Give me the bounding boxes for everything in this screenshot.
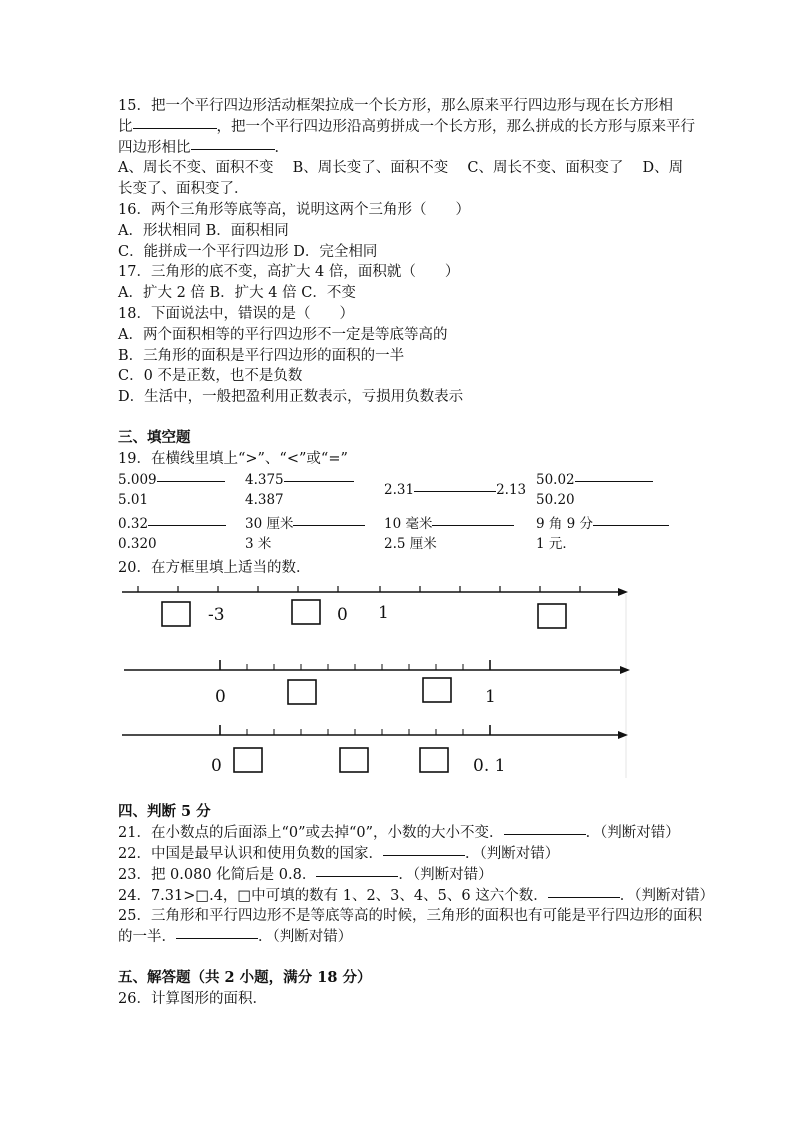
q21-blank[interactable] xyxy=(504,833,586,835)
q25-text: 的一半． xyxy=(118,929,176,946)
q17-stem: 17．三角形的底不变，高扩大 4 倍，面积就（ ） xyxy=(118,264,460,281)
q18-option-d: D．生活中，一般把盈利用正数表示，亏损用负数表示 xyxy=(118,389,464,406)
q19-item xyxy=(384,480,526,500)
q15-line-1: 15．把一个平行四边形活动框架拉成一个长方形，那么原来平行四边形与现在长方形相 xyxy=(118,98,673,114)
q22 xyxy=(118,844,678,865)
tick-label: 0 xyxy=(337,605,348,626)
q19-item xyxy=(118,514,226,534)
answer-box[interactable] xyxy=(162,602,190,626)
section-3-heading: 三、填空题 xyxy=(118,428,191,446)
tick-label: 0. 1 xyxy=(473,756,506,777)
q19-blank[interactable] xyxy=(148,524,226,526)
q25-blank[interactable] xyxy=(176,937,258,939)
q19-item xyxy=(384,514,514,534)
q19-item xyxy=(245,514,365,534)
answer-box[interactable] xyxy=(234,748,262,772)
q19-item xyxy=(536,470,653,490)
q19-value: 5.01 xyxy=(118,491,149,508)
q15-text: ． xyxy=(274,139,289,156)
q19-value: 2.13 xyxy=(496,481,527,498)
q19-value: 2.31 xyxy=(384,481,415,498)
q23-blank[interactable] xyxy=(316,875,398,877)
q21-text: 21．在小数点的后面添上“0”或去掉“0”，小数的大小不变． xyxy=(118,825,504,842)
q19-blank[interactable] xyxy=(575,480,653,482)
q23-suffix: ．（判断对错） xyxy=(398,866,493,883)
q19-item xyxy=(245,470,354,490)
q24-suffix: ．（判断对错） xyxy=(619,887,714,904)
q15-text: 四边形相比 xyxy=(118,139,191,156)
tick-label: 1 xyxy=(378,603,389,624)
number-lines-figure xyxy=(118,578,678,788)
q23-text: 23．把 0.080 化简后是 0.8． xyxy=(118,866,317,883)
q24-text: 24．7.31>□.4，□中可填的数有 1、2、3、4、5、6 这六个数． xyxy=(118,887,548,904)
q19-value: 30 厘米 xyxy=(245,515,294,532)
q19-value: 50.20 xyxy=(536,491,575,508)
number-line-2 xyxy=(124,660,630,707)
q22-suffix: ．（判断对错） xyxy=(464,845,560,862)
q19-blank[interactable] xyxy=(293,524,365,526)
tick-label: 0 xyxy=(211,756,222,777)
q22-blank[interactable] xyxy=(383,854,465,856)
q19-value: 50.02 xyxy=(536,471,575,488)
q19-value: 5.009 xyxy=(118,471,157,488)
answer-box[interactable] xyxy=(288,680,316,704)
section-5-heading: 五、解答题（共 2 小题，满分 18 分） xyxy=(118,968,372,986)
tick-label: 1 xyxy=(485,687,496,708)
q23 xyxy=(118,865,678,886)
q15-options-cont: 长变了、面积变了． xyxy=(118,181,249,198)
q18-option-a: A．两个面积相等的平行四边形不一定是等底等高的 xyxy=(118,326,448,343)
q16-stem: 16．两个三角形等底等高，说明这两个三角形（ ） xyxy=(118,201,470,218)
q24 xyxy=(118,886,714,907)
q15-line-3 xyxy=(118,138,678,159)
q16-option-row-2: C．能拼成一个平行四边形 D．完全相同 xyxy=(118,243,378,260)
q19-blank[interactable] xyxy=(432,524,514,526)
q26-stem: 26．计算图形的面积． xyxy=(118,990,267,1007)
q25-line-2 xyxy=(118,927,678,948)
q19-value: 2.5 厘米 xyxy=(384,535,437,552)
q15-line-2 xyxy=(118,117,695,138)
q21 xyxy=(118,823,678,844)
answer-box[interactable] xyxy=(538,604,566,628)
q17-options: A．扩大 2 倍 B．扩大 4 倍 C．不变 xyxy=(118,285,356,302)
q19-value: 9 角 9 分 xyxy=(536,515,594,532)
q19-value: 10 毫米 xyxy=(384,515,433,532)
q18-option-c: C．0 不是正数，也不是负数 xyxy=(118,368,303,385)
section-4-heading: 四、判断 5 分 xyxy=(118,803,211,821)
tick-label: 0 xyxy=(215,687,226,708)
q19-blank[interactable] xyxy=(414,490,496,492)
answer-box[interactable] xyxy=(423,678,451,702)
number-line-3 xyxy=(122,725,628,776)
q19-value: 4.387 xyxy=(245,491,284,508)
q24-blank[interactable] xyxy=(548,896,620,898)
q19-blank[interactable] xyxy=(284,480,354,482)
q18-stem: 18．下面说法中，错误的是（ ） xyxy=(118,305,354,322)
q19-stem: 19．在横线里填上“>”、“<”或“=” xyxy=(118,450,348,467)
q25-suffix: ．（判断对错） xyxy=(258,929,353,946)
q15-text: ，把一个平行四边形沿高剪拼成一个长方形，那么拼成的长方形与原来平行 xyxy=(216,118,695,135)
q19-item xyxy=(118,470,225,490)
q15-blank-2[interactable] xyxy=(191,148,275,150)
answer-box[interactable] xyxy=(340,748,368,772)
arrow-right-icon xyxy=(620,666,630,674)
q25-line-1: 25．三角形和平行四边形不是等底等高的时候，三角形的面积也有可能是平行四边形的面积 xyxy=(118,908,702,925)
q22-text: 22．中国是最早认识和使用负数的国家． xyxy=(118,845,383,862)
q19-value: 3 米 xyxy=(245,535,272,552)
q18-option-b: B．三角形的面积是平行四边形的面积的一半 xyxy=(118,347,405,364)
q15-text: 比 xyxy=(118,118,133,135)
q19-blank[interactable] xyxy=(157,480,225,482)
q15-blank-1[interactable] xyxy=(133,127,217,129)
answer-box[interactable] xyxy=(292,600,320,624)
tick-label: -3 xyxy=(208,605,225,626)
q20-number-lines xyxy=(118,578,678,788)
q21-suffix: ．（判断对错） xyxy=(585,825,680,842)
q16-option-row-1: A．形状相同 B．面积相同 xyxy=(118,222,289,239)
q15-options: A、周长不变、面积不变 B、周长变了、面积不变 C、周长不变、面积变了 D、周 xyxy=(118,160,684,177)
q19-value: 4.375 xyxy=(245,471,284,488)
worksheet-content xyxy=(118,96,714,1010)
q19-value: 0.32 xyxy=(118,515,149,532)
q19-value: 0.320 xyxy=(118,535,157,552)
q20-stem: 20．在方框里填上适当的数． xyxy=(118,559,311,576)
number-line-1 xyxy=(122,586,628,628)
answer-box[interactable] xyxy=(420,748,448,772)
q19-item xyxy=(536,514,669,534)
q19-value: 1 元． xyxy=(536,535,576,552)
q19-compare-grid xyxy=(118,470,678,552)
q19-blank[interactable] xyxy=(593,524,669,526)
